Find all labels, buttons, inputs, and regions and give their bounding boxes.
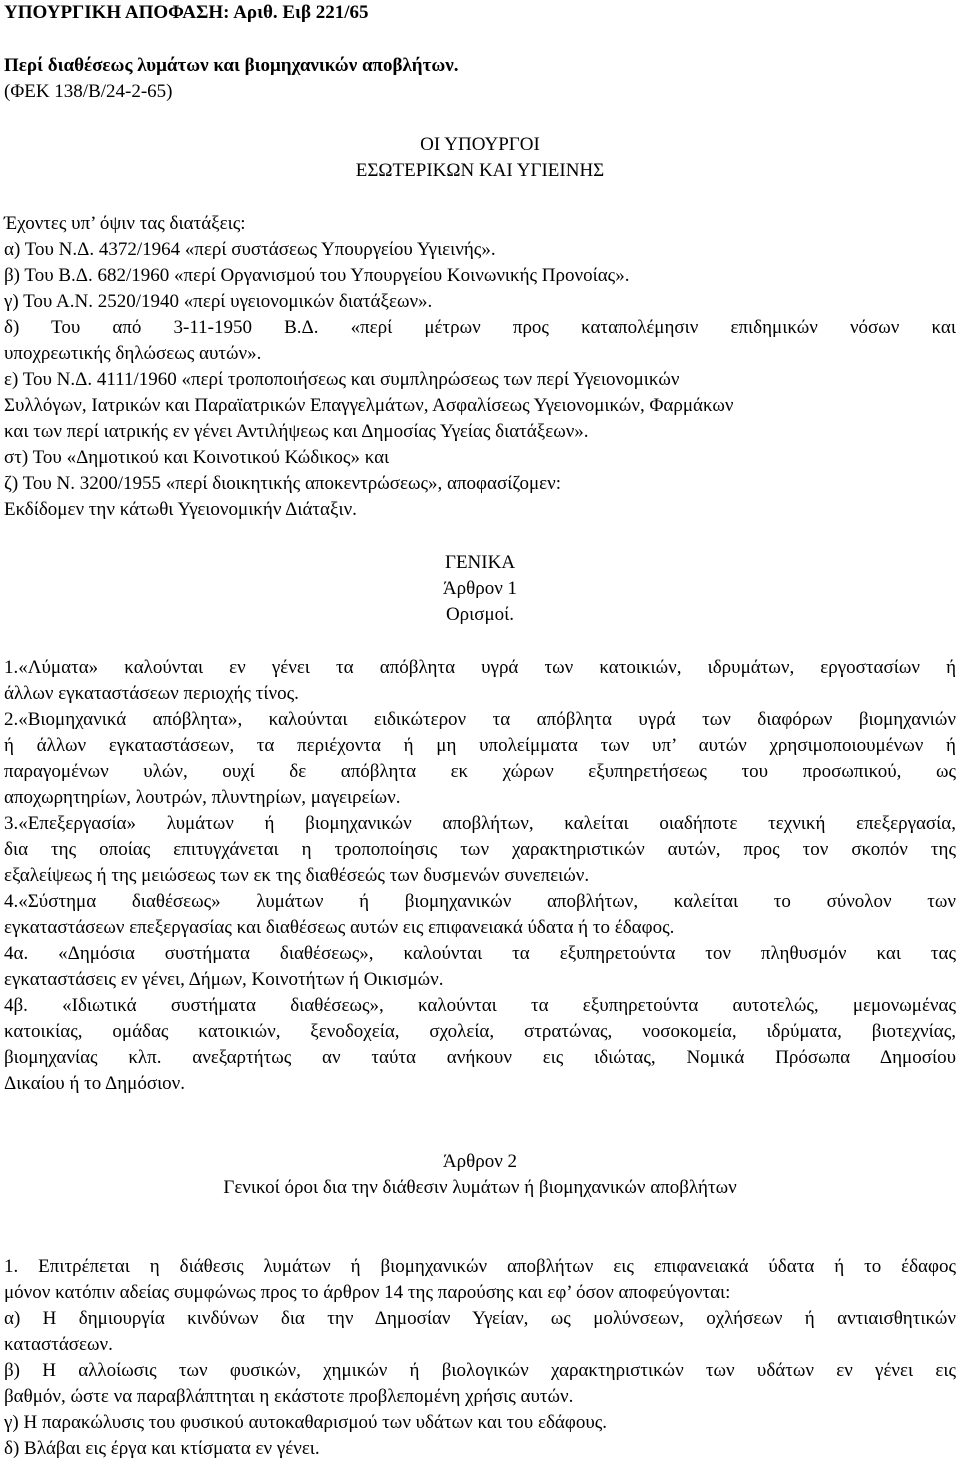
- definition-line: 3.«Επεξεργασία» λυμάτων ή βιομηχανικών αποβλήτων, καλείται οιαδήποτε τεχνική επεξεργασία,: [4, 813, 956, 834]
- ministries-heading: ΕΣΩΤΕΡΙΚΩΝ ΚΑΙ ΥΓΙΕΙΝΗΣ: [355, 160, 605, 181]
- preamble-line: γ) Του Α.Ν. 2520/1940 «περί υγειονομικών διατάξεων».: [4, 291, 433, 312]
- definition-line: ή άλλων εγκαταστάσεων, τα περιέχοντα ή μη υπολείμματα των υπ’ αυτών χρησιμοποιουμένων ή: [4, 735, 956, 756]
- document-subject: Περί διαθέσεως λυμάτων και βιομηχανικών αποβλήτων.: [4, 55, 459, 76]
- article-title: Γενικοί όροι δια την διάθεσιν λυμάτων ή βιομηχανικών αποβλήτων: [223, 1177, 737, 1198]
- definition-line: κατοικίας, ομάδας κατοικιών, ξενοδοχεία, σχολεία, στρατώνας, νοσοκομεία, ιδρύματα, βιοτεχνίας,: [4, 1021, 956, 1042]
- preamble-line: ζ) Του Ν. 3200/1955 «περί διοικητικής αποκεντρώσεως», αποφασίζομεν:: [4, 473, 562, 494]
- document-title: ΥΠΟΥΡΓΙΚΗ ΑΠΟΦΑΣΗ: Αριθ. Ειβ 221/65: [4, 2, 369, 23]
- preamble-line: ε) Του Ν.Δ. 4111/1960 «περί τροποποιήσεως και συμπληρώσεως των περί Υγειονομικών: [4, 369, 680, 390]
- general-term-line: 1. Επιτρέπεται η διάθεσις λυμάτων ή βιομηχανικών αποβλήτων εις επιφανειακά ύδατα ή το έδαφος: [4, 1256, 956, 1277]
- general-term-line: βαθμόν, ώστε να παραβλάπτηται η εκάστοτε προβλεπομένη χρήσις αυτών.: [4, 1386, 574, 1407]
- definition-line: εγκαταστάσεων επεξεργασίας και διαθέσεως αυτών εις επιφανειακά ύδατα ή το έδαφος.: [4, 917, 675, 938]
- preamble-line: δ) Του από 3-11-1950 Β.Δ. «περί μέτρων προς καταπολέμησιν επιδημικών νόσων και: [4, 317, 956, 338]
- preamble-line: στ) Του «Δημοτικού και Κοινοτικού Κώδικος» και: [4, 447, 390, 468]
- definition-line: αποχωρητηρίων, λουτρών, πλυντηρίων, μαγειρείων.: [4, 787, 401, 808]
- article-heading: Άρθρον 2: [442, 1151, 518, 1172]
- definition-line: παραγομένων υλών, ουχί δε απόβλητα εκ χώρων εξυπηρετήσεως του προσωπικού, ως: [4, 761, 956, 782]
- preamble-line: Συλλόγων, Ιατρικών και Παραϊατρικών Επαγγελμάτων, Ασφαλίσεως Υγειονομικών, Φαρμάκων: [4, 395, 734, 416]
- general-term-line: δ) Βλάβαι εις έργα και κτίσματα εν γένει.: [4, 1438, 320, 1459]
- general-term-line: α) Η δημιουργία κινδύνων δια την Δημοσίαν Υγείαν, ως μολύνσεων, οχλήσεων ή αντιαισθητικών: [4, 1308, 956, 1329]
- definition-line: Δικαίου ή το Δημόσιον.: [4, 1073, 186, 1094]
- preamble-line: Εκδίδομεν την κάτωθι Υγειονομικήν Διάταξιν.: [4, 499, 357, 520]
- definition-line: 2.«Βιομηχανικά απόβλητα», καλούνται ειδικώτερον τα απόβλητα υγρά των διαφόρων βιομηχανιών: [4, 709, 956, 730]
- definition-line: βιομηχανίας κλπ. ανεξαρτήτως αν ταύτα ανήκουν εις ιδιώτας, Νομικά Πρόσωπα Δημοσίου: [4, 1047, 956, 1068]
- preamble-line: β) Του Β.Δ. 682/1960 «περί Οργανισμού του Υπουργείου Κοινωνικής Προνοίας».: [4, 265, 630, 286]
- preamble-line: και των περί ιατρικής εν γένει Αντιλήψεως και Δημοσίας Υγείας διατάξεων».: [4, 421, 589, 442]
- general-term-line: γ) Η παρακώλυσις του φυσικού αυτοκαθαρισμού των υδάτων και του εδάφους.: [4, 1412, 607, 1433]
- definition-line: εγκαταστάσεις εν γένει, Δήμων, Κοινοτήτων ή Οικισμών.: [4, 969, 444, 990]
- definition-line: δια της οποίας επιτυγχάνεται η τροποποίησις των χαρακτηριστικών αυτών, προς τον σκοπόν της: [4, 839, 956, 860]
- definition-line: 1.«Λύματα» καλούνται εν γένει τα απόβλητα υγρά των κατοικιών, ιδρυμάτων, εργοστασίων ή: [4, 657, 956, 678]
- section-heading: ΓΕΝΙΚΑ: [444, 552, 516, 573]
- definition-line: εξαλείψεως ή της μειώσεως των εκ της διαθέσεώς των δυσμενών συνεπειών.: [4, 865, 590, 886]
- general-term-line: β) Η αλλοίωσις των φυσικών, χημικών ή βιολογικών χαρακτηριστικών των υδάτων εν γένει εις: [4, 1360, 956, 1381]
- definition-line: άλλων εγκαταστάσεων περιοχής τίνος.: [4, 683, 299, 704]
- definition-line: 4β. «Ιδιωτικά συστήματα διαθέσεως», καλούνται τα εξυπηρετούντα αυτοτελώς, μεμονωμένας: [4, 995, 956, 1016]
- general-term-line: μόνον κατόπιν αδείας συμφώνως προς το άρθρον 14 της παρούσης και εφ’ όσον αποφεύγονται:: [4, 1282, 731, 1303]
- preamble-line: Έχοντες υπ’ όψιν τας διατάξεις:: [4, 213, 246, 234]
- definition-line: 4.«Σύστημα διαθέσεως» λυμάτων ή βιομηχανικών αποβλήτων, καλείται το σύνολον των: [4, 891, 956, 912]
- preamble-line: υποχρεωτικής δηλώσεως αυτών».: [4, 343, 262, 364]
- ministers-heading: ΟΙ ΥΠΟΥΡΓΟΙ: [420, 134, 540, 155]
- article-title: Ορισμοί.: [445, 604, 515, 625]
- definition-line: 4α. «Δημόσια συστήματα διαθέσεως», καλούνται τα εξυπηρετούντα τον πληθυσμόν και τας: [4, 943, 956, 964]
- article-heading: Άρθρον 1: [442, 578, 518, 599]
- general-term-line: καταστάσεων.: [4, 1334, 113, 1355]
- gazette-reference: (ΦΕΚ 138/Β/24-2-65): [4, 81, 173, 102]
- preamble-line: α) Του Ν.Δ. 4372/1964 «περί συστάσεως Υπουργείου Υγιεινής».: [4, 239, 496, 260]
